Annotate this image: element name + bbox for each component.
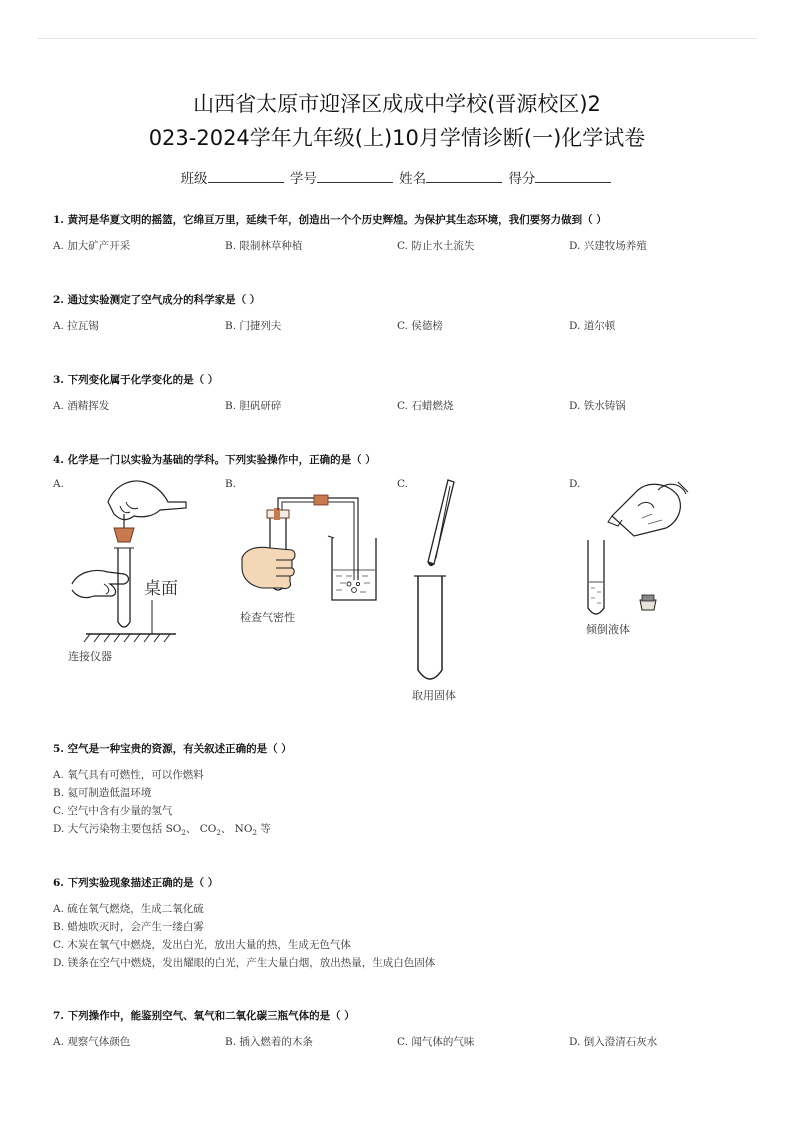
q1-option-a[interactable]: A. 加大矿产开采 xyxy=(53,240,131,252)
q3-option-b[interactable]: B. 胆矾研碎 xyxy=(225,400,282,412)
q6-option-a[interactable]: A. 硫在氧气燃烧，生成二氧化硫 xyxy=(53,903,204,915)
figure-a-connect-apparatus xyxy=(64,472,204,652)
question-4-stem: 4. 化学是一门以实验为基础的学科。下列实验操作中，正确的是（ ） xyxy=(53,454,376,466)
q5-option-d-prefix: D. 大气污染物主要包括 xyxy=(53,823,163,835)
q2-option-c[interactable]: C. 侯德榜 xyxy=(397,320,443,332)
q7-option-b[interactable]: B. 插入燃着的木条 xyxy=(225,1036,313,1048)
id-label: 学号 xyxy=(289,171,317,187)
question-3-stem: 3. 下列变化属于化学变化的是（ ） xyxy=(53,374,219,386)
class-blank[interactable] xyxy=(208,168,284,183)
figure-d-caption: 倾倒液体 xyxy=(586,623,630,636)
q2-option-b[interactable]: B. 门捷列夫 xyxy=(225,320,282,332)
q7-option-a[interactable]: A. 观察气体颜色 xyxy=(53,1036,131,1048)
q2-option-d[interactable]: D. 道尔顿 xyxy=(569,320,616,332)
header-rule xyxy=(37,38,757,39)
class-label: 班级 xyxy=(180,171,208,187)
figure-a-caption: 连接仪器 xyxy=(68,650,112,663)
question-6-stem: 6. 下列实验现象描述正确的是（ ） xyxy=(53,877,219,889)
q7-option-d[interactable]: D. 倒入澄清石灰水 xyxy=(569,1036,658,1048)
q4-option-a-label[interactable]: A. xyxy=(53,478,64,490)
q3-option-c[interactable]: C. 石蜡燃烧 xyxy=(397,400,454,412)
student-info-line xyxy=(0,167,794,187)
figure-c-caption: 取用固体 xyxy=(412,689,456,702)
q5-option-d[interactable] xyxy=(53,821,271,837)
question-7-stem: 7. 下列操作中，能鉴别空气、氧气和二氧化碳三瓶气体的是（ ） xyxy=(53,1010,355,1022)
separator-2: 、 xyxy=(220,823,232,835)
q5-option-a[interactable]: A. 氧气具有可燃性，可以作燃料 xyxy=(53,769,204,781)
figure-d-pour-liquid xyxy=(578,470,698,620)
formula-so2: $SO_2$ xyxy=(165,823,186,838)
formula-co2: $CO_2$ xyxy=(199,823,221,838)
q1-option-c[interactable]: C. 防止水土流失 xyxy=(397,240,475,252)
score-label: 得分 xyxy=(508,171,536,187)
page-title-line2: 023-2024学年九年级(上)10月学情诊断(一)化学试卷 xyxy=(148,126,646,150)
question-1-stem: 1. 黄河是华夏文明的摇篮，它绵亘万里，延续千年，创造出一个个历史辉煌。为保护其生态环境，我们要努力做到（ ） xyxy=(53,214,607,226)
q1-option-d[interactable]: D. 兴建牧场养殖 xyxy=(569,240,647,252)
q5-option-c[interactable]: C. 空气中含有少量的氢气 xyxy=(53,805,173,817)
score-blank[interactable] xyxy=(535,168,611,183)
q1-option-b[interactable]: B. 限制林草种植 xyxy=(225,240,303,252)
name-label: 姓名 xyxy=(399,171,427,187)
q3-option-d[interactable]: D. 铁水铸锅 xyxy=(569,400,626,412)
figure-b-caption: 检查气密性 xyxy=(240,611,295,624)
name-blank[interactable] xyxy=(426,168,502,183)
q4-option-d-label[interactable]: D. xyxy=(569,478,581,490)
q7-option-c[interactable]: C. 闻气体的气味 xyxy=(397,1036,475,1048)
figure-b-airtightness-check xyxy=(236,488,396,608)
q6-option-b[interactable]: B. 蜡烛吹灭时，会产生一缕白雾 xyxy=(53,921,204,933)
q6-option-d[interactable]: D. 镁条在空气中燃烧，发出耀眼的白光，产生大量白烟，放出热量，生成白色固体 xyxy=(53,957,436,969)
q4-option-c-label[interactable]: C. xyxy=(397,478,408,490)
page-title-line1: 山西省太原市迎泽区成成中学校(晋源校区)2 xyxy=(193,92,601,116)
question-2-stem: 2. 通过实验测定了空气成分的科学家是（ ） xyxy=(53,294,261,306)
question-5-stem: 5. 空气是一种宝贵的资源，有关叙述正确的是（ ） xyxy=(53,743,292,755)
figure-a-desk-label: 桌面 xyxy=(144,579,178,599)
q6-option-c[interactable]: C. 木炭在氧气中燃烧，发出白光，放出大量的热，生成无色气体 xyxy=(53,939,351,951)
q2-option-a[interactable]: A. 拉瓦锡 xyxy=(53,320,99,332)
q3-option-a[interactable]: A. 酒精挥发 xyxy=(53,400,110,412)
separator-1: 、 xyxy=(185,823,197,835)
q5-option-d-suffix: 等 xyxy=(260,823,271,835)
formula-no2: $NO_2$ xyxy=(234,823,257,838)
id-blank[interactable] xyxy=(317,168,393,183)
q4-option-b-label[interactable]: B. xyxy=(225,478,237,490)
figure-c-take-solid xyxy=(408,476,464,686)
q5-option-b[interactable]: B. 氦可制造低温环境 xyxy=(53,787,152,799)
